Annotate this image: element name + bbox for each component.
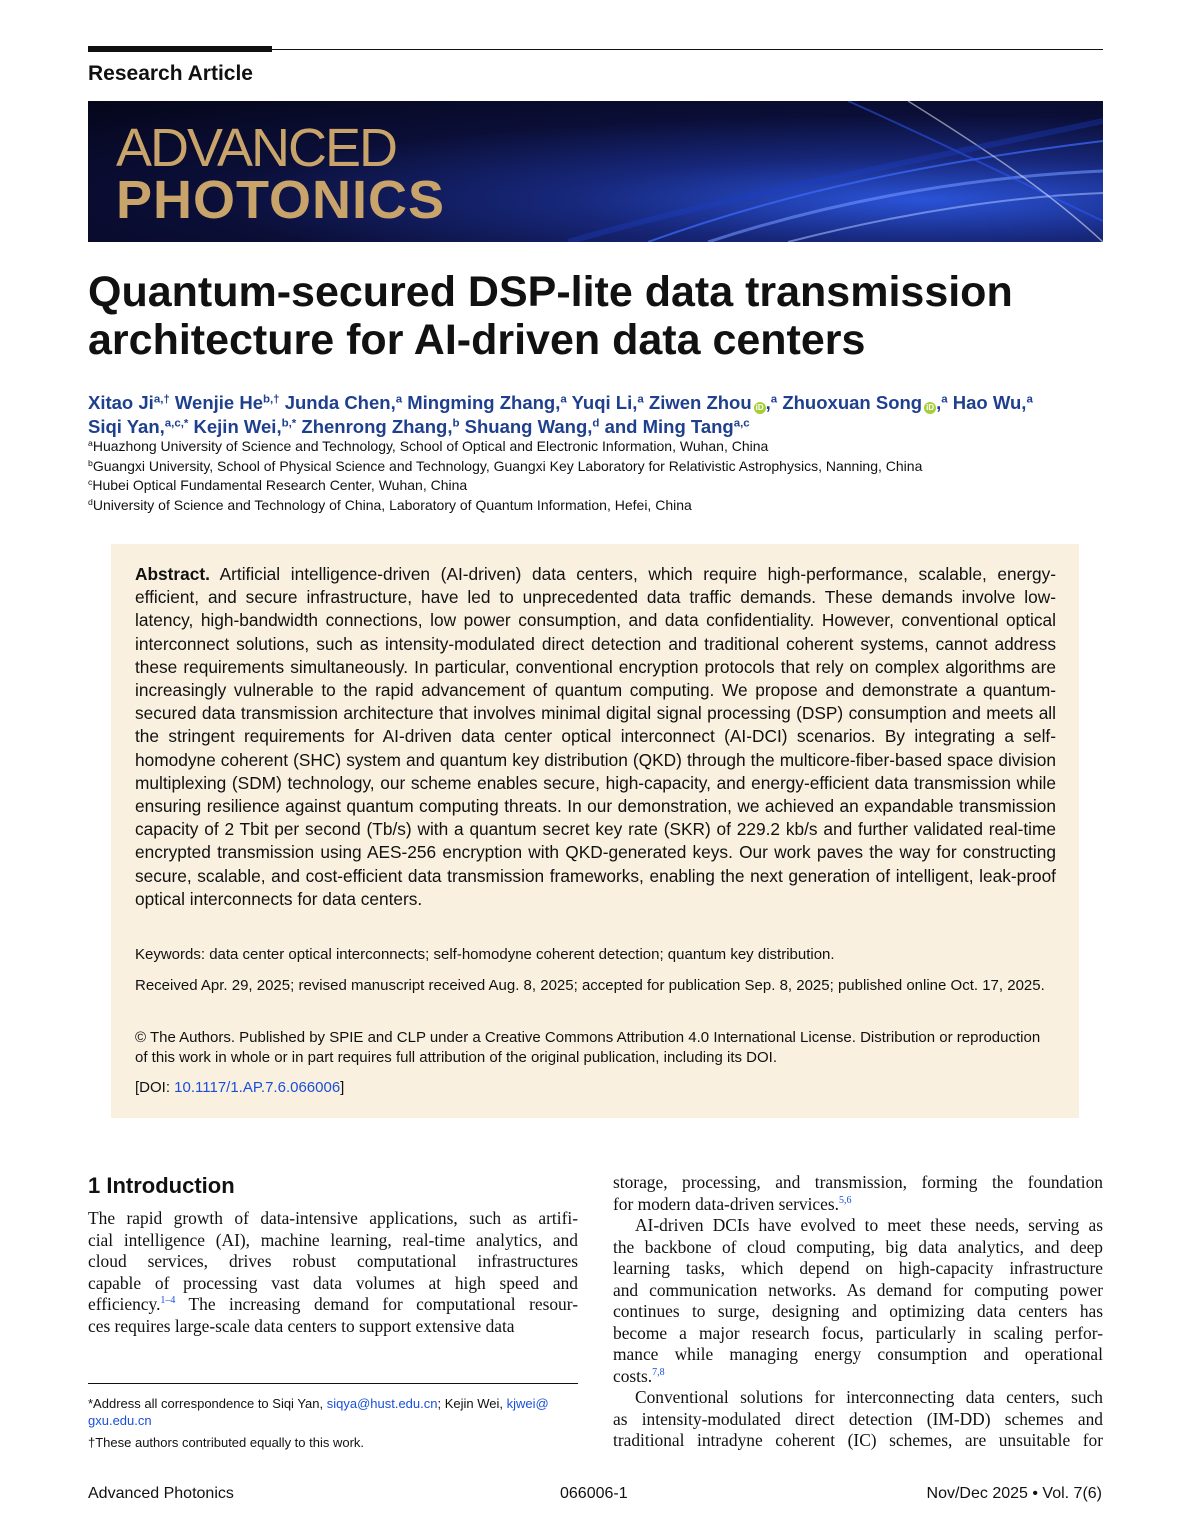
author-name[interactable]: Ming Tang bbox=[642, 416, 734, 437]
footnote-text: ; Kejin Wei, bbox=[437, 1396, 507, 1411]
email-link-yan[interactable]: siqya@hust.edu.cn bbox=[326, 1396, 438, 1411]
author-conjunction: and bbox=[604, 416, 638, 437]
text-line: the backbone of cloud computing, big data analytics, and deep bbox=[613, 1236, 1103, 1257]
doi-prefix: [DOI: bbox=[135, 1079, 175, 1096]
author-sup: a bbox=[770, 393, 778, 406]
text-line bbox=[613, 1366, 1103, 1388]
author-name[interactable]: Xitao Ji bbox=[88, 392, 154, 413]
affiliation-mark: c bbox=[88, 477, 93, 488]
affiliation-mark: a bbox=[88, 438, 93, 449]
footer-issue: Nov/Dec 2025 • Vol. 7(6) bbox=[926, 1485, 1102, 1502]
text-line: capable of processing vast data volumes at high speed and bbox=[88, 1272, 578, 1293]
author-name[interactable]: Shuang Wang bbox=[464, 416, 588, 437]
affiliation-text: Guangxi University, School of Physical Science and Technology, Guangxi Key Laboratory for Relativistic Astrophysics, Nanning, China bbox=[92, 457, 923, 474]
text-line: become a major research focus, particularly in scaling perfor- bbox=[613, 1322, 1103, 1343]
author-name[interactable]: Hao Wu bbox=[952, 392, 1022, 413]
footnote-text: *Address all correspondence to Siqi Yan, bbox=[88, 1396, 327, 1411]
footer-page-number: 066006-1 bbox=[560, 1485, 628, 1502]
author-sup: d bbox=[592, 417, 600, 430]
text-line: continues to surge, designing and optimizing data centers has bbox=[613, 1301, 1103, 1321]
author-line-2: Siqi Yan,$^{a,c,*}$ Kejin Wei,$^{b,*}$ Zhenrong Zhang,$^b$ Shuang Wang,$^d$ and Ming Tang$^{a,c}$ bbox=[88, 416, 750, 437]
text-line: and communication networks. As demand for computing power bbox=[613, 1279, 1103, 1300]
author-sup: a bbox=[637, 393, 644, 406]
text-segment: for modern data-driven services. bbox=[613, 1193, 839, 1214]
intro-right-column bbox=[613, 1172, 1103, 1452]
journal-logo-line1: ADVANCED bbox=[116, 118, 397, 178]
author-sup: a,c bbox=[733, 417, 750, 430]
email-link-wei[interactable]: kjwei@ bbox=[506, 1396, 549, 1411]
intro-left-column bbox=[88, 1208, 578, 1337]
footer-journal: Advanced Photonics bbox=[88, 1485, 234, 1502]
author-name[interactable]: Wenjie He bbox=[174, 392, 263, 413]
text-segment: costs. bbox=[613, 1365, 653, 1386]
author-sup: a bbox=[1026, 393, 1033, 406]
received-dates: Received Apr. 29, 2025; revised manuscript received Aug. 8, 2025; accepted for publication Sep. 8, 2025; published online Oct. 17, 2025. bbox=[135, 977, 1045, 994]
author-name[interactable]: Mingming Zhang bbox=[407, 392, 556, 413]
author-sup: b,* bbox=[281, 417, 297, 430]
orcid-icon[interactable]: iD bbox=[926, 403, 935, 412]
affiliation-text: Hubei Optical Fundamental Research Center, Wuhan, China bbox=[92, 477, 468, 493]
author-name[interactable]: Zhuoxuan Song bbox=[782, 392, 923, 413]
affiliation-b bbox=[88, 457, 922, 477]
keywords: Keywords: data center optical interconnects; self-homodyne coherent detection; quantum key distribution. bbox=[135, 946, 835, 963]
text-line: storage, processing, and transmission, forming the foundation bbox=[613, 1172, 1103, 1192]
text-line: as intensity-modulated direct detection (IM-DD) schemes and bbox=[613, 1408, 1103, 1429]
text-line bbox=[88, 1294, 578, 1316]
author-sup: a bbox=[395, 393, 403, 406]
text-line: AI-driven DCIs have evolved to meet these needs, serving as bbox=[635, 1215, 1103, 1235]
text-line: The rapid growth of data-intensive applications, such as artifi- bbox=[88, 1208, 578, 1228]
journal-logo-line2: PHOTONICS bbox=[116, 170, 446, 230]
author-sup: a bbox=[560, 393, 567, 406]
text-line: Conventional solutions for interconnecting data centers, such bbox=[635, 1387, 1103, 1407]
author-list bbox=[88, 391, 1103, 439]
doi-line bbox=[135, 1078, 1056, 1098]
abstract-text: Artificial intelligence-driven (AI-driven) data centers, which require high-performance, scalable, energy-efficient, and secure infrastructure, have led to unprecedented data traffic demands. These demands involve low-latency, high-bandwidth connections, low power consumption, and data confidentiality. However, conventional optical interconnect solutions, such as intensity-modulated direct detection and traditional coherent systems, cannot address these requirements simultaneously. In particular, conventional encryption protocols that rely on complex algorithms are increasingly vulnerable to the rapid advancement of quantum computing. We propose and demonstrate a quantum-secured data transmission architecture that involves minimal digital signal processing (DSP) consumption and meets all the stringent requirements for AI-driven data center optical interconnect (AI-DCI) scenarios. By integrating a self-homodyne coherent (SHC) system and quantum key distribution (QKD) through the multicore-fiber-based space division multiplexing (SDM) technology, our scheme enables secure, high-capacity, and energy-efficient data transmission while ensuring resilience against quantum computing threats. In our demonstration, we achieved an expandable transmission capacity of 2 Tbit per second (Tb/s) with a quantum secret key rate (SKR) of 229.2 kb/s and further validated real-time encrypted transmission using AES-256 encryption with QKD-generated keys. Our work paves the way for constructing secure, scalable, and cost-efficient data transmission frameworks, enabling the next generation of intelligent, leak-proof optical interconnects for data centers. bbox=[135, 564, 1056, 909]
text-segment: The increasing demand for computational resour- bbox=[175, 1294, 578, 1314]
text-line: learning tasks, which depend on high-capacity infrastructure bbox=[613, 1258, 1103, 1278]
author-sup: b bbox=[452, 417, 460, 430]
affiliation-d bbox=[88, 496, 922, 516]
abstract-body bbox=[135, 563, 1056, 911]
header-rule-thin bbox=[88, 49, 1103, 50]
text-line: ces requires large-scale data centers to support extensive data bbox=[88, 1315, 515, 1336]
citation-link[interactable]: 1–4 bbox=[160, 1295, 176, 1306]
author-name[interactable]: Zhenrong Zhang bbox=[301, 416, 448, 437]
author-sup: b,† bbox=[262, 393, 280, 406]
abstract-label: Abstract. bbox=[135, 564, 210, 584]
article-title bbox=[88, 268, 1103, 364]
author-line-1: Xitao $Ji^{a,\dagger}$ Wenjie $He^{b,\dagger}$ Junda Chen,$^a$ Mingming Zhang,$^a$ Yuqi Li,$^a$ Ziwen Zhou iD ,$^a$ Zhuoxuan Song iD ,$^a$ Hao Wu,$^a$ bbox=[88, 392, 1033, 413]
text-segment: efficiency. bbox=[88, 1294, 161, 1314]
correspondence-footnote bbox=[88, 1395, 578, 1429]
author-name[interactable]: Ziwen Zhou bbox=[648, 392, 752, 413]
affiliation-mark: b bbox=[88, 457, 93, 468]
doi-suffix: ] bbox=[340, 1079, 345, 1096]
text-line: cloud services, drives robust computational infrastructures bbox=[88, 1251, 578, 1271]
text-line: mance while managing energy consumption and operational bbox=[613, 1344, 1103, 1364]
author-sup: a bbox=[941, 393, 948, 406]
title-line-1: Quantum-secured DSP-lite data transmission bbox=[88, 268, 1013, 316]
affiliation-c bbox=[88, 476, 922, 496]
affiliation-text: University of Science and Technology of China, Laboratory of Quantum Information, Hefei, China bbox=[92, 496, 692, 513]
journal-banner bbox=[88, 101, 1103, 242]
orcid-icon[interactable]: iD bbox=[755, 403, 764, 412]
equal-contribution-footnote: †These authors contributed equally to this work. bbox=[88, 1435, 365, 1450]
section-heading-introduction: 1 Introduction bbox=[88, 1173, 235, 1198]
affiliation-mark: d bbox=[88, 496, 93, 507]
citation-link[interactable]: 5,6 bbox=[839, 1194, 852, 1206]
author-name[interactable]: Junda Chen bbox=[284, 392, 391, 413]
author-sup: a,c,* bbox=[164, 417, 189, 430]
citation-link[interactable]: 7,8 bbox=[652, 1366, 665, 1378]
author-name[interactable]: Siqi Yan bbox=[88, 416, 160, 437]
title-line-2: architecture for AI-driven data centers bbox=[88, 316, 866, 364]
doi-link[interactable]: 10.1117/1.AP.7.6.066006 bbox=[174, 1079, 341, 1096]
affiliation-a bbox=[88, 437, 922, 457]
email-link-wei-cont[interactable]: gxu.edu.cn bbox=[88, 1413, 152, 1428]
affiliation-text: Huazhong University of Science and Technology, School of Optical and Electronic Information, Wuhan, China bbox=[92, 438, 769, 454]
text-line bbox=[613, 1194, 1103, 1216]
affiliation-list bbox=[88, 437, 922, 515]
text-line: traditional intradyne coherent (IC) schemes, are unsuitable for bbox=[613, 1430, 1103, 1450]
text-line: cial intelligence (AI), machine learning, real-time analytics, and bbox=[88, 1229, 578, 1250]
section-label: Research Article bbox=[88, 62, 253, 85]
author-sup: a,† bbox=[153, 393, 170, 406]
license-text: © The Authors. Published by SPIE and CLP under a Creative Commons Attribution 4.0 International License. Distribution or reproduction of this work in whole or in part requires full attribution of the original publication, including its DOI. bbox=[135, 1029, 1041, 1066]
footnote-rule bbox=[88, 1383, 578, 1384]
author-name[interactable]: Yuqi Li bbox=[571, 392, 633, 413]
author-name[interactable]: Kejin Wei bbox=[193, 416, 277, 437]
